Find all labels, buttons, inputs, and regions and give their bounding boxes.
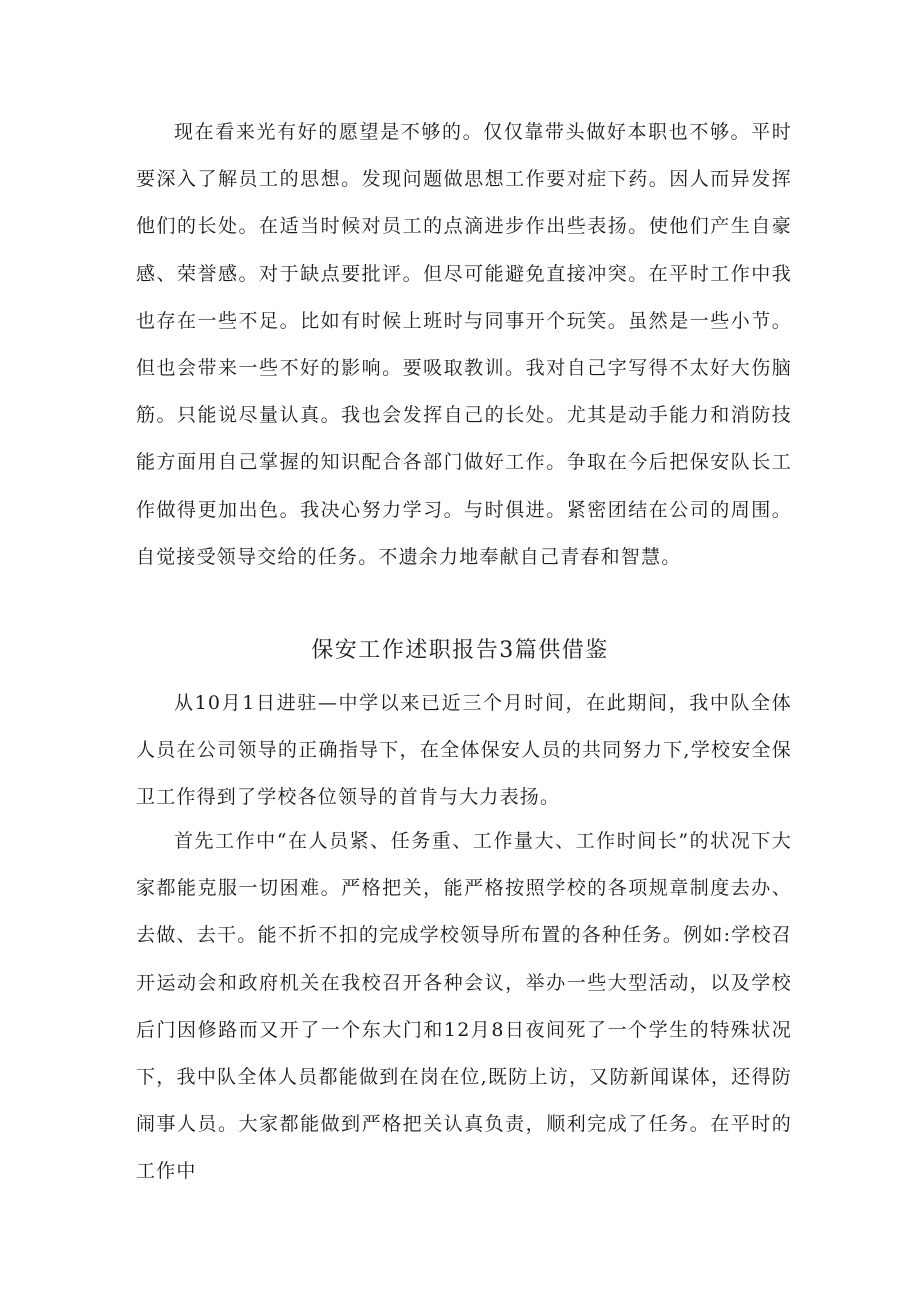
paragraph-leadership-reflection: 现在看来光有好的愿望是不够的。仅仅靠带头做好本职也不够。平时要深入了解员工的思想。发现问题做思想工作要对症下药。因人而异发挥他们的长处。在适当时候对员工的点滴进步作出些表扬。使他们产生自豪感、荣誉感。对于缺点要批评。但尽可能避免直接冲突。在平时工作中我也存在一些不足。比如有时候上班时与同事开个玩笑。虽然是一些小节。但也会带来一些不好的影响。要吸取教训。我对自己字写得不太好大伤脑筋。只能说尽量认真。我也会发挥自己的长处。尤其是动手能力和消防技能方面用自己掌握的知识配合各部门做好工作。争取在今后把保安队长工作做得更加出色。我决心努力学习。与时俱进。紧密团结在公司的周围。自觉接受领导交给的任务。不遗余力地奉献自己青春和智慧。 (136, 121, 792, 568)
paragraph-work-details: 首先工作中“在人员紧、任务重、工作量大、工作时间长”的状况下大家都能克服一切困难。严格把关，能严格按照学校的各项规章制度去办、去做、去干。能不折不扣的完成学校领导所布置的各种任务。例如:学校召开运动会和政府机关在我校召开各种会议，举办一些大型活动，以及学校后门因修路而又开了一个东大门和12月8日夜间死了一个学生的特殊状况下，我中队全体人员都能做到在岗在位,既防上访，又防新闻谋体，还得防闹事人员。大家都能做到严格把关认真负责，顺利完成了任务。在平时的工作中 (136, 830, 792, 1183)
body-section-2 (136, 680, 792, 822)
paragraph-stationing-intro: 从10月1日进驻—中学以来已近三个月时间，在此期间，我中队全体人员在公司领导的正确指导下，在全体保安人员的共同努力下,学校安全保卫工作得到了学校各位领导的首肯与大力表扬。 (136, 692, 792, 809)
section-title: 保安工作述职报告3篇供借鉴 (311, 638, 609, 663)
body-section-1 (136, 109, 792, 581)
body-section-3 (136, 818, 792, 1196)
